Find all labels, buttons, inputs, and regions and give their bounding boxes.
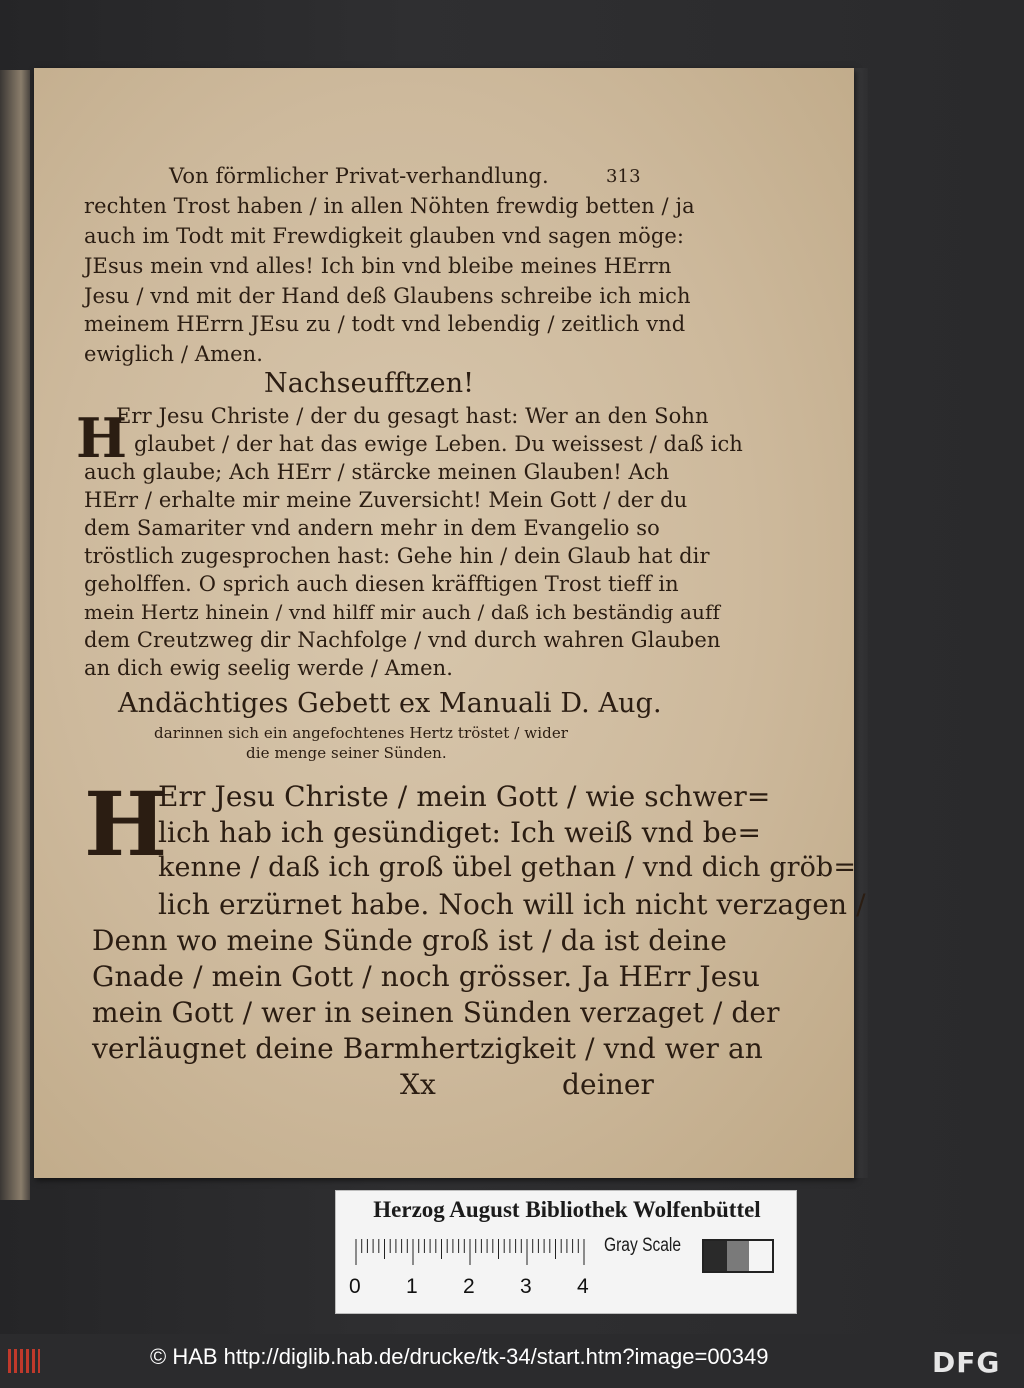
text-line: rechten Trost haben / in allen Nöhten frewdig betten / ja	[84, 194, 695, 218]
catchword: deiner	[562, 1068, 655, 1101]
footer-bar	[0, 1334, 1024, 1388]
ruler-number: 1	[406, 1275, 418, 1298]
copyright-url-text[interactable]: © HAB http://diglib.hab.de/drucke/tk-34/start.htm?image=00349	[150, 1344, 769, 1369]
text-line: an dich ewig seelig werde / Amen.	[84, 656, 454, 680]
gray-scale-label: Gray Scale	[604, 1235, 682, 1256]
page-number: 313	[606, 166, 641, 187]
drop-initial: H	[84, 772, 168, 876]
drop-initial: H	[76, 406, 128, 470]
text-line: geholffen. O sprich auch diesen kräfftigen Trost tieff in	[84, 572, 679, 596]
prayer-heading: Andächtiges Gebett ex Manuali D. Aug.	[118, 688, 662, 719]
text-line: lich erzürnet habe. Noch will ich nicht verzagen /	[158, 888, 866, 921]
text-line: JEsus mein vnd alles! Ich bin vnd bleibe meines HErrn	[84, 254, 672, 278]
text-line: ewiglich / Amen.	[84, 342, 264, 366]
text-line: verläugnet deine Barmhertzigkeit / vnd wer an	[92, 1032, 763, 1065]
section-heading: Nachseufftzen!	[264, 368, 475, 399]
text-line: lich hab ich gesündiget: Ich weiß vnd be=	[158, 816, 762, 849]
text-line: meinem HErrn JEsu zu / todt vnd lebendig / zeitlich vnd	[84, 312, 686, 336]
text-line: mein Hertz hinein / vnd hilff mir auch / daß ich beständig auff	[84, 600, 721, 624]
book-page	[34, 68, 866, 1178]
text-line: Gnade / mein Gott / noch grösser. Ja HErr Jesu	[92, 960, 761, 993]
text-line: auch glaube; Ach HErr / stärcke meinen Glauben! Ach	[84, 460, 670, 484]
barcode-logo-icon	[6, 1346, 42, 1376]
swatch-light	[749, 1241, 772, 1271]
ruler-number: 4	[577, 1275, 589, 1298]
ruler-number: 0	[349, 1275, 361, 1298]
text-line: mein Gott / wer in seinen Sünden verzaget / der	[92, 996, 780, 1029]
dfg-logo: DFG	[932, 1346, 1001, 1379]
text-line: dem Creutzweg dir Nachfolge / vnd durch wahren Glauben	[84, 628, 721, 652]
text-line: kenne / daß ich groß übel gethan / vnd dich gröb=	[158, 852, 857, 883]
adjacent-book-edge	[0, 70, 30, 1200]
text-line: auch im Todt mit Frewdigkeit glauben vnd sagen möge:	[84, 224, 685, 248]
text-line: Denn wo meine Sünde groß ist / da ist deine	[92, 924, 727, 957]
text-line: Err Jesu Christe / mein Gott / wie schwer=	[158, 780, 771, 813]
text-line: tröstlich zugesprochen hast: Gehe hin / dein Glaub hat dir	[84, 544, 710, 568]
signature-mark: Xx	[400, 1068, 436, 1101]
text-line: HErr / erhalte mir meine Zuversicht! Mein Gott / der du	[84, 488, 688, 512]
ruler-scale	[354, 1237, 590, 1267]
library-label-card	[335, 1190, 797, 1314]
swatch-mid	[727, 1241, 750, 1271]
gray-scale-swatches	[702, 1239, 774, 1273]
text-line: Err Jesu Christe / der du gesagt hast: Wer an den Sohn	[116, 404, 709, 428]
running-header: Von förmlicher Privat-verhandlung.	[169, 164, 549, 188]
swatch-dark	[704, 1241, 727, 1271]
text-line: Jesu / vnd mit der Hand deß Glaubens schreibe ich mich	[84, 284, 691, 308]
ruler-number: 3	[520, 1275, 532, 1298]
ruler-number: 2	[463, 1275, 475, 1298]
prayer-subheading: darinnen sich ein angefochtenes Hertz tröstet / wider	[154, 724, 569, 742]
prayer-subheading: die menge seiner Sünden.	[246, 744, 447, 762]
text-line: dem Samariter vnd andern mehr in dem Evangelio so	[84, 516, 660, 540]
text-line: glaubet / der hat das ewige Leben. Du weissest / daß ich	[134, 432, 743, 456]
library-name: Herzog August Bibliothek Wolfenbüttel	[373, 1197, 761, 1222]
page-shadow	[854, 68, 868, 1178]
